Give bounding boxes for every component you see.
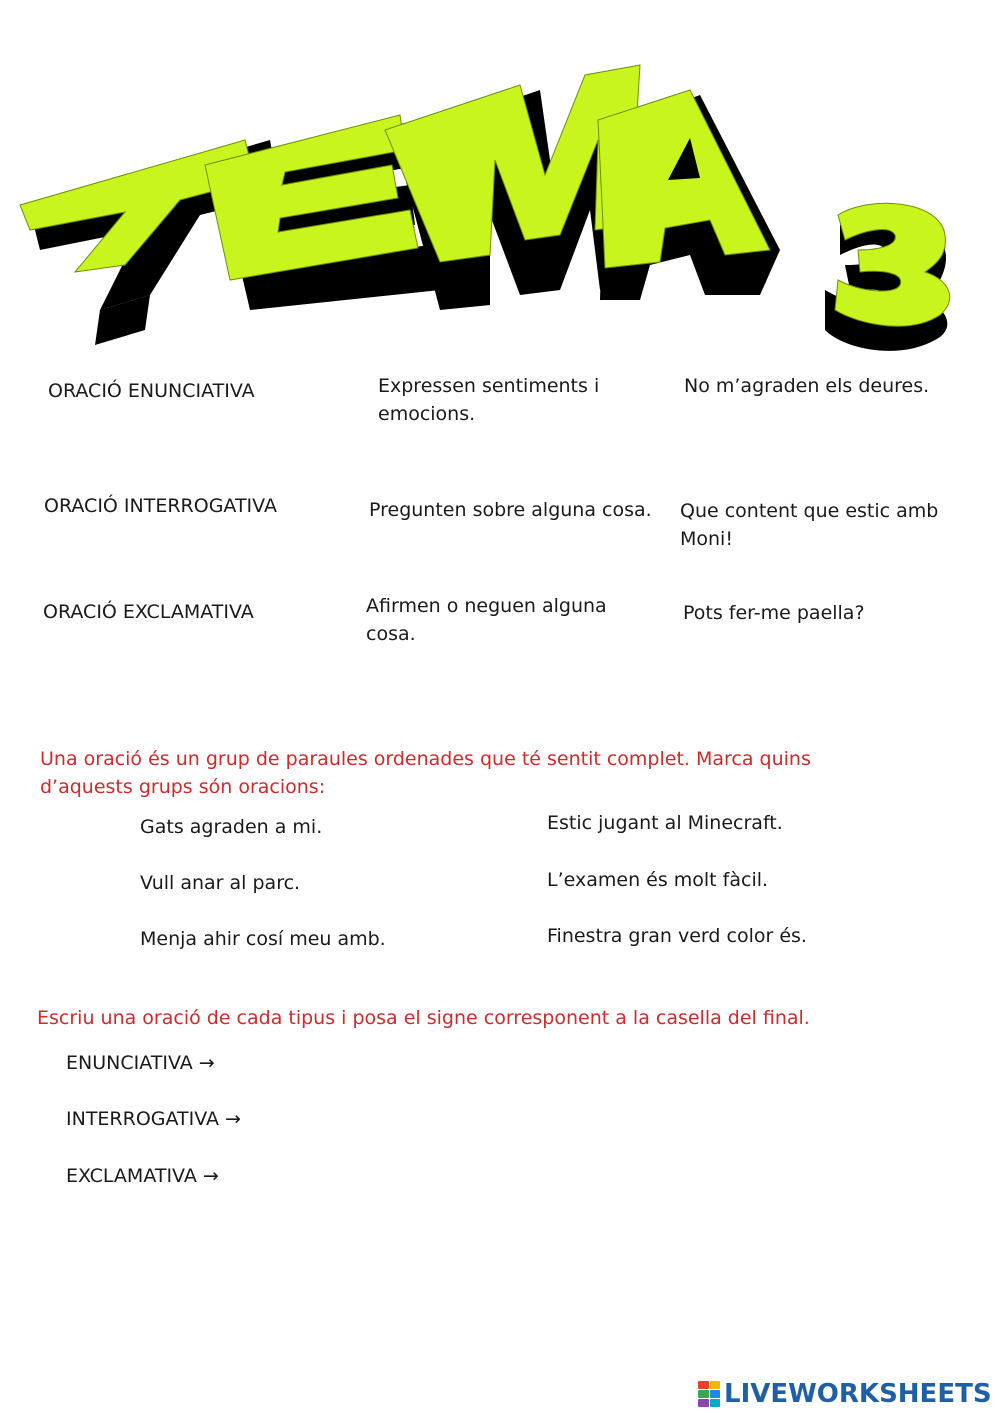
liveworksheets-brand-text: LIVEWORKSHEETS: [724, 1379, 992, 1409]
exercise1-right-item-2[interactable]: L’examen és molt fàcil.: [547, 869, 769, 891]
exercise2-instruction: Escriu una oració de cada tipus i posa el signe corresponent a la casella del final.: [37, 1007, 810, 1029]
type-label-exclamativa: ORACIÓ EXCLAMATIVA: [43, 601, 254, 623]
exercise1-left-item-3[interactable]: Menja ahir cosí meu amb.: [140, 928, 386, 950]
example-2: Que content que estic amb Moni!: [680, 500, 939, 550]
title-word-art: [0, 0, 1000, 360]
exercise1-right-item-1[interactable]: Estic jugant al Minecraft.: [547, 812, 783, 834]
title-digit-3: [835, 203, 950, 326]
definition-2: Pregunten sobre alguna cosa.: [369, 499, 652, 521]
exercise1-instruction: Una oració és un grup de paraules ordenades que té sentit complet. Marca quins d’aquests grups són oracions:: [40, 748, 811, 798]
example-3: Pots fer-me paella?: [683, 602, 865, 624]
exercise2-item-exclamativa: EXCLAMATIVA →: [66, 1165, 219, 1187]
definition-1: Expressen sentiments i emocions.: [378, 375, 600, 425]
exercise1-left-item-2[interactable]: Vull anar al parc.: [140, 872, 301, 894]
exercise2-item-interrogativa: INTERROGATIVA →: [66, 1108, 241, 1130]
type-label-enunciativa: ORACIÓ ENUNCIATIVA: [48, 380, 255, 402]
exercise1-right-item-3[interactable]: Finestra gran verd color és.: [547, 925, 807, 947]
liveworksheets-logo: [698, 1378, 992, 1410]
example-1: No m’agraden els deures.: [684, 375, 930, 397]
type-label-interrogativa: ORACIÓ INTERROGATIVA: [44, 495, 277, 517]
exercise1-left-item-1[interactable]: Gats agraden a mi.: [140, 816, 323, 838]
liveworksheets-logo-icon: [698, 1381, 720, 1407]
definition-3: Afirmen o neguen alguna cosa.: [366, 595, 607, 645]
exercise2-item-enunciativa: ENUNCIATIVA →: [66, 1052, 215, 1074]
